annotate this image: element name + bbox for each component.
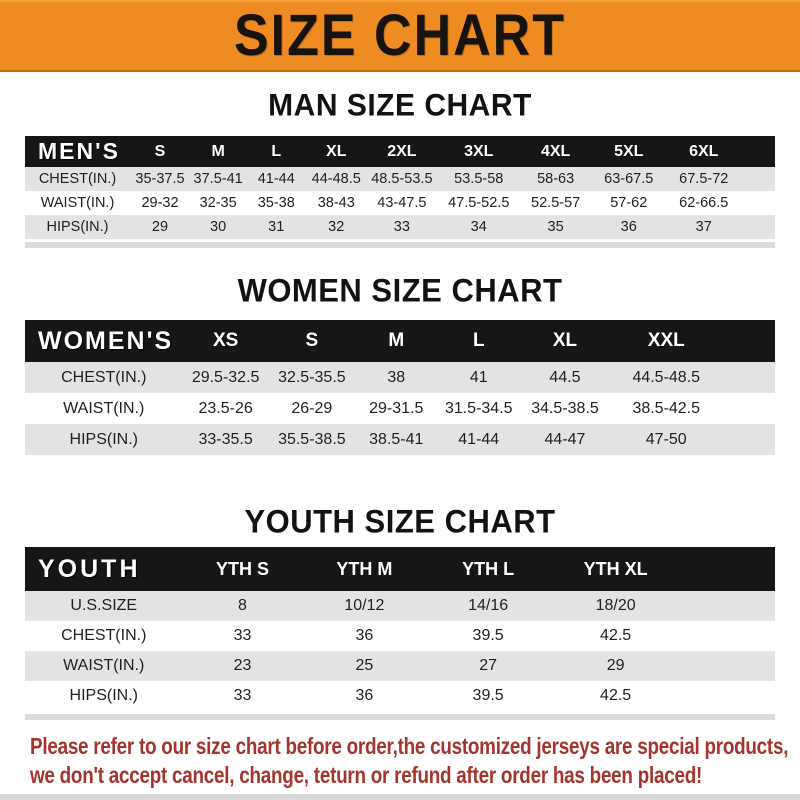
spacer-cell (723, 393, 776, 424)
men-value-cell: 30 (190, 215, 246, 239)
men-column-header: 3XL (438, 136, 521, 167)
men-value-cell: 35-37.5 (130, 167, 190, 191)
men-column-header: 4XL (520, 136, 591, 167)
youth-column-header: YTH S (183, 547, 303, 591)
youth-row-label: HIPS(IN.) (25, 681, 183, 711)
spacer-cell (681, 547, 775, 591)
men-value-cell: 52.5-57 (520, 191, 591, 215)
women-table-row (25, 362, 775, 393)
men-corner-label: MEN'S (25, 136, 130, 167)
men-value-cell: 32 (306, 215, 366, 239)
women-table-row (25, 424, 775, 455)
youth-column-header: YTH M (303, 547, 427, 591)
women-value-cell: 44.5-48.5 (610, 362, 723, 393)
women-value-cell: 34.5-38.5 (520, 393, 610, 424)
women-column-header: M (355, 320, 438, 362)
men-column-header: 6XL (666, 136, 741, 167)
youth-value-cell: 29 (550, 651, 681, 681)
spacer-cell (681, 621, 775, 651)
women-value-cell: 26-29 (269, 393, 355, 424)
men-value-cell: 57-62 (591, 191, 666, 215)
men-value-cell: 43-47.5 (366, 191, 437, 215)
men-value-cell: 63-67.5 (591, 167, 666, 191)
men-size-table (25, 136, 775, 239)
youth-row-label: CHEST(IN.) (25, 621, 183, 651)
spacer-cell (741, 167, 775, 191)
youth-table-bottom-strip (25, 714, 775, 720)
youth-value-cell: 33 (183, 681, 303, 711)
youth-value-cell: 27 (426, 651, 550, 681)
spacer-cell (681, 681, 775, 711)
women-value-cell: 31.5-34.5 (438, 393, 521, 424)
men-value-cell: 67.5-72 (666, 167, 741, 191)
men-value-cell: 29 (130, 215, 190, 239)
youth-column-header: YTH L (426, 547, 550, 591)
men-value-cell: 58-63 (520, 167, 591, 191)
men-value-cell: 37.5-41 (190, 167, 246, 191)
men-column-header: S (130, 136, 190, 167)
women-column-header: XL (520, 320, 610, 362)
youth-table-row (25, 621, 775, 651)
women-value-cell: 41 (438, 362, 521, 393)
men-column-header: M (190, 136, 246, 167)
men-table-bottom-strip (25, 242, 775, 248)
spacer-cell (681, 591, 775, 621)
youth-value-cell: 36 (303, 621, 427, 651)
men-header-row (25, 136, 775, 167)
men-column-header: 2XL (366, 136, 437, 167)
women-row-label: WAIST(IN.) (25, 393, 183, 424)
women-value-cell: 29.5-32.5 (183, 362, 269, 393)
youth-value-cell: 18/20 (550, 591, 681, 621)
bottom-strip (0, 794, 800, 800)
men-value-cell: 35 (520, 215, 591, 239)
men-value-cell: 34 (438, 215, 521, 239)
women-corner-label: WOMEN'S (25, 320, 183, 362)
men-value-cell: 62-66.5 (666, 191, 741, 215)
men-table-row (25, 167, 775, 191)
women-header-row (25, 320, 775, 362)
men-value-cell: 38-43 (306, 191, 366, 215)
spacer-cell (741, 136, 775, 167)
size-chart-banner (0, 0, 800, 72)
youth-value-cell: 25 (303, 651, 427, 681)
men-column-header: 5XL (591, 136, 666, 167)
men-value-cell: 41-44 (246, 167, 306, 191)
men-table-row (25, 215, 775, 239)
men-row-label: CHEST(IN.) (25, 167, 130, 191)
section-heading-youth: YOUTH SIZE CHART (244, 503, 556, 540)
women-row-label: CHEST(IN.) (25, 362, 183, 393)
youth-value-cell: 42.5 (550, 681, 681, 711)
men-value-cell: 36 (591, 215, 666, 239)
women-value-cell: 33-35.5 (183, 424, 269, 455)
men-value-cell: 29-32 (130, 191, 190, 215)
spacer-cell (741, 191, 775, 215)
men-table-row (25, 191, 775, 215)
spacer-cell (723, 320, 776, 362)
youth-value-cell: 42.5 (550, 621, 681, 651)
men-value-cell: 53.5-58 (438, 167, 521, 191)
youth-table-row (25, 591, 775, 621)
youth-value-cell: 39.5 (426, 621, 550, 651)
women-column-header: XS (183, 320, 269, 362)
men-column-header: L (246, 136, 306, 167)
men-value-cell: 37 (666, 215, 741, 239)
men-value-cell: 31 (246, 215, 306, 239)
men-column-header: XL (306, 136, 366, 167)
youth-row-label: WAIST(IN.) (25, 651, 183, 681)
spacer-cell (723, 424, 776, 455)
women-value-cell: 44-47 (520, 424, 610, 455)
women-column-header: S (269, 320, 355, 362)
spacer-cell (741, 215, 775, 239)
women-value-cell: 44.5 (520, 362, 610, 393)
women-value-cell: 29-31.5 (355, 393, 438, 424)
youth-value-cell: 14/16 (426, 591, 550, 621)
youth-value-cell: 39.5 (426, 681, 550, 711)
youth-value-cell: 36 (303, 681, 427, 711)
youth-value-cell: 8 (183, 591, 303, 621)
men-row-label: HIPS(IN.) (25, 215, 130, 239)
youth-column-header: YTH XL (550, 547, 681, 591)
men-value-cell: 35-38 (246, 191, 306, 215)
women-value-cell: 38 (355, 362, 438, 393)
youth-value-cell: 23 (183, 651, 303, 681)
women-value-cell: 38.5-42.5 (610, 393, 723, 424)
men-row-label: WAIST(IN.) (25, 191, 130, 215)
youth-row-label: U.S.SIZE (25, 591, 183, 621)
section-heading-men: MAN SIZE CHART (268, 88, 532, 123)
youth-header-row (25, 547, 775, 591)
women-table-row (25, 393, 775, 424)
youth-value-cell: 33 (183, 621, 303, 651)
women-row-label: HIPS(IN.) (25, 424, 183, 455)
men-value-cell: 32-35 (190, 191, 246, 215)
footer-note (30, 732, 800, 790)
youth-size-table (25, 547, 775, 711)
section-heading-women: WOMEN SIZE CHART (237, 272, 563, 309)
women-value-cell: 23.5-26 (183, 393, 269, 424)
men-value-cell: 47.5-52.5 (438, 191, 521, 215)
women-value-cell: 35.5-38.5 (269, 424, 355, 455)
youth-table-row (25, 651, 775, 681)
women-value-cell: 38.5-41 (355, 424, 438, 455)
spacer-cell (681, 651, 775, 681)
men-value-cell: 44-48.5 (306, 167, 366, 191)
spacer-cell (723, 362, 776, 393)
youth-corner-label: YOUTH (25, 547, 183, 591)
footer-note-line1: Please refer to our size chart before order,the customized jerseys are special products, (30, 733, 789, 759)
women-value-cell: 47-50 (610, 424, 723, 455)
youth-value-cell: 10/12 (303, 591, 427, 621)
youth-table-row (25, 681, 775, 711)
women-value-cell: 41-44 (438, 424, 521, 455)
men-value-cell: 33 (366, 215, 437, 239)
women-size-table (25, 320, 775, 455)
women-column-header: XXL (610, 320, 723, 362)
women-value-cell: 32.5-35.5 (269, 362, 355, 393)
footer-note-line2: we don't accept cancel, change, teturn or refund after order has been placed! (30, 762, 703, 788)
banner-title: SIZE CHART (234, 3, 566, 69)
women-column-header: L (438, 320, 521, 362)
men-value-cell: 48.5-53.5 (366, 167, 437, 191)
